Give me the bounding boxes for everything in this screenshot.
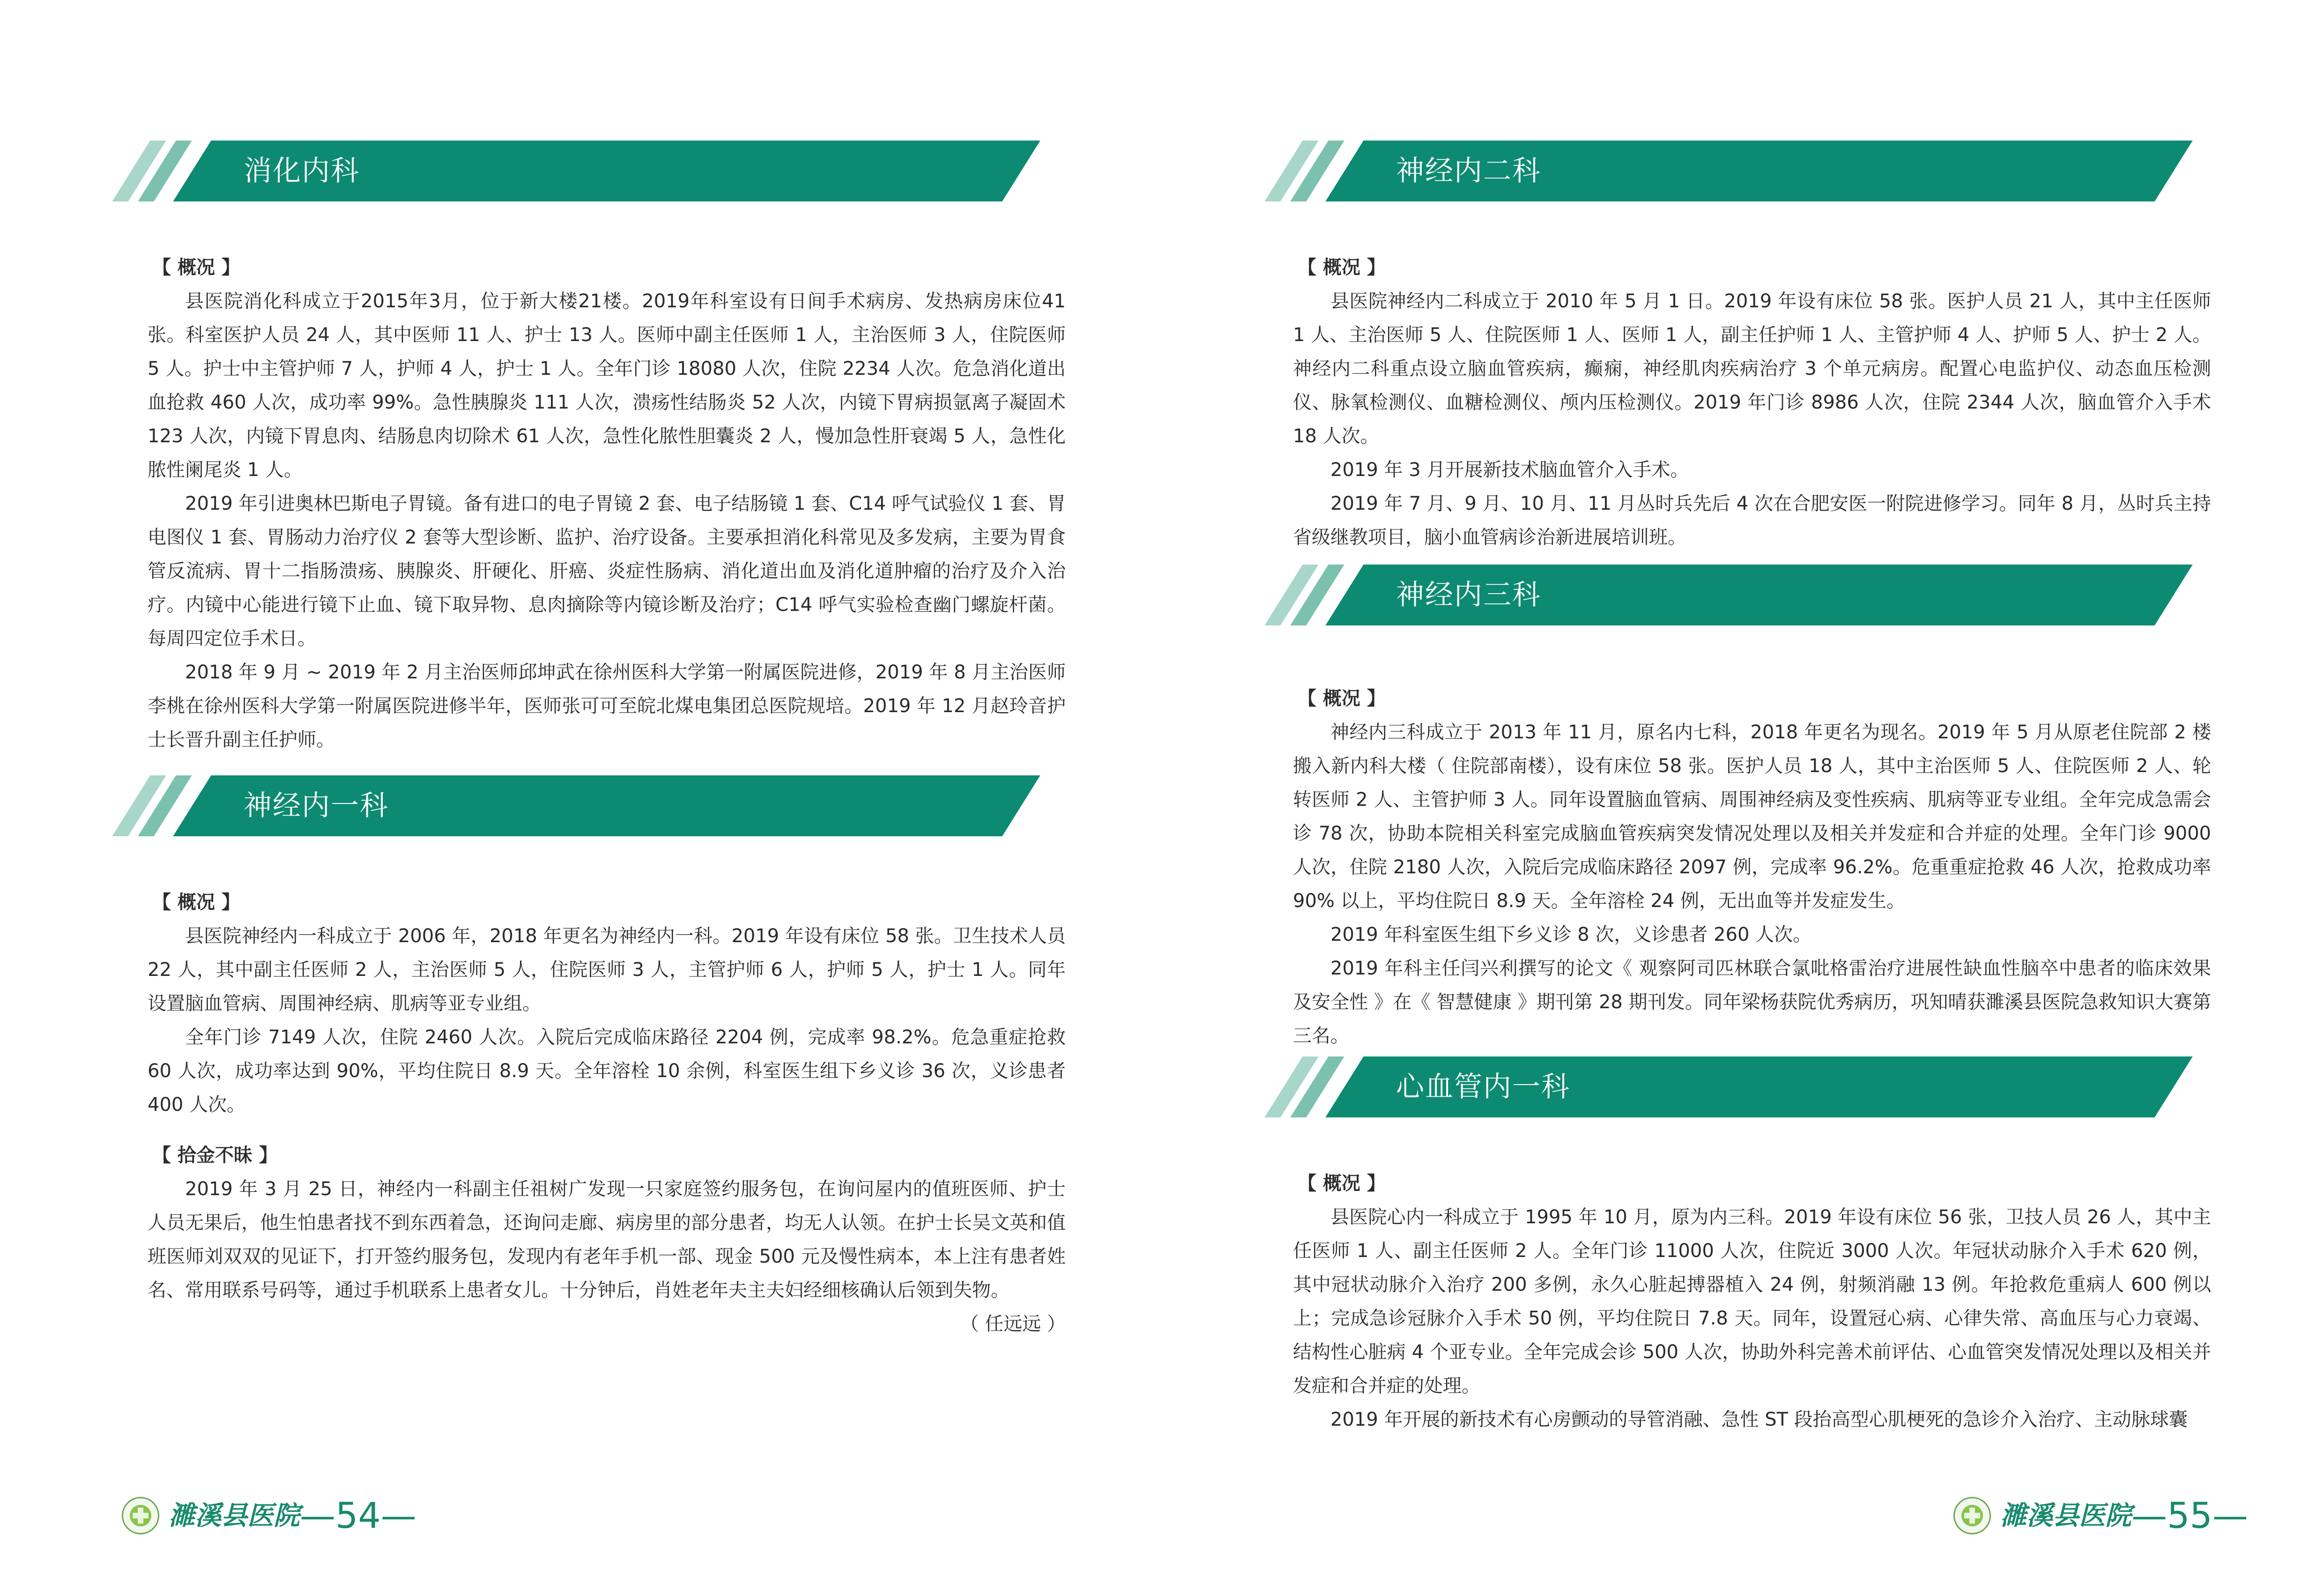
paragraph: 县医院心内一科成立于 1995 年 10 月，原为内三科。2019 年设有床位 56 张，卫技人员 26 人，其中主任医师 1 人、副主任医师 2 人。全年门诊 11000 人次，住院近 3000 人次。年冠状动脉介入手术 620 例，其中冠状动脉介入治疗 200 多例，永久心脏起搏器植入 24 例，射频消融 13 例。年抢救危重病人 600 例以上；完成急诊冠脉介入手术 50 例，平均住院日 7.8 天。同年，设置冠心病、心律失常、高血压与心力衰竭、结构性心脏病 4 个亚专业。全年完成会诊 500 人次，协助外科完善术前评估、心血管突发情况处理以及相关并发症和合并症的处理。	[1293, 1206, 2211, 1397]
section-banner-shenjing2	[1279, 141, 2192, 201]
paragraph: 2019 年引进奥林巴斯电子胃镜。备有进口的电子胃镜 2 套、电子结肠镜 1 套、C14 呼气试验仪 1 套、胃电图仪 1 套、胃肠动力治疗仪 2 套等大型诊断、监护、治疗设备。主要承担消化科常见及多发病，主要为胃食管反流病、胃十二指肠溃疡、胰腺炎、肝硬化、肝癌、炎症性肠病、消化道出血及消化道肿瘤的治疗及介入治疗。内镜中心能进行镜下止血、镜下取异物、息肉摘除等内镜诊断及治疗；C14 呼气实验检查幽门螺旋杆菌。每周四定位手术日。	[148, 493, 1066, 649]
section-banner-xiaohua	[126, 141, 1040, 201]
paragraph: 2019 年科室医生组下乡义诊 8 次，义诊患者 260 人次。	[1330, 924, 1812, 945]
section-tag: 【 概况 】	[1298, 1173, 1386, 1194]
section-shenjing3	[1293, 682, 2211, 1053]
author-signature: （ 任远远 ）	[960, 1313, 1066, 1335]
section-xiaohua	[148, 251, 1066, 757]
section-title: 心血管内一科	[1396, 1071, 1570, 1103]
footer	[1953, 1495, 2281, 1537]
page-number: —55—	[2131, 1495, 2248, 1536]
section-tag: 【 概况 】	[152, 892, 240, 913]
page-number: —54—	[300, 1495, 416, 1536]
paragraph: 神经内三科成立于 2013 年 11 月，原名内七科，2018 年更名为现名。2019 年 5 月从原老住院部 2 楼搬入新内科大楼（ 住院部南楼），设有床位 58 张。医护人员 18 人，其中主治医师 5 人、住院医师 2 人、轮转医师 2 人、主管护师 3 人。同年设置脑血管病、周围神经病及变性疾病、肌病等亚专业组。全年完成急需会诊 78 次，协助本院相关科室完成脑血管疾病突发情况处理以及相关并发症和合并症的处理。全年门诊 9000 人次，住院 2180 人次，入院后完成临床路径 2097 例，完成率 96.2%。危重重症抢救 46 人次，抢救成功率 90% 以上，平均住院日 8.9 天。全年溶栓 24 例，无出血等并发症发生。	[1293, 722, 2211, 912]
hospital-logo-icon	[122, 1497, 159, 1534]
section-title: 消化内科	[244, 155, 360, 187]
section-shenjing1	[148, 885, 1066, 1341]
paragraph: 2018 年 9 月 ~ 2019 年 2 月主治医师邱坤武在徐州医科大学第一附属医院进修，2019 年 8 月主治医师李桃在徐州医科大学第一附属医院进修半年，医师张可可至皖北煤电集团总医院规培。2019 年 12 月赵玲音护士长晋升副主任护师。	[148, 662, 1066, 751]
section-banner-shenjing1	[126, 775, 1040, 836]
section-title: 神经内三科	[1396, 579, 1541, 611]
section-banner-shenjing3	[1279, 565, 2192, 625]
section-tag: 【 概况 】	[152, 257, 240, 278]
section-xinxueguan1	[1293, 1167, 2211, 1436]
paragraph: 2019 年 3 月 25 日，神经内一科副主任祖树广发现一只家庭签约服务包，在询问屋内的值班医师、护士人员无果后，他生怕患者找不到东西着急，还询问走廊、病房里的部分患者，均无人认领。在护士长吴文英和值班医师刘双双的见证下，打开签约服务包，发现内有老年手机一部、现金 500 元及慢性病本，本上注有患者姓名、常用联系号码等，通过手机联系上患者女儿。十分钟后，肖姓老年夫主夫妇经细核确认后领到失物。	[148, 1178, 1066, 1301]
section-tag: 【 概况 】	[1298, 257, 1386, 278]
right-page	[1162, 0, 2324, 1577]
spacer	[148, 1122, 1066, 1138]
footer-hospital-name: 濉溪县医院	[2000, 1500, 2131, 1531]
footer-hospital-name: 濉溪县医院	[169, 1500, 300, 1531]
paragraph: 县医院神经内二科成立于 2010 年 5 月 1 日。2019 年设有床位 58 张。医护人员 21 人，其中主任医师 1 人、主治医师 5 人、住院医师 1 人、医师 1 人，副主任护师 1 人、主管护师 4 人、护师 5 人、护士 2 人。神经内二科重点设立脑血管疾病，癫痫，神经肌肉疾病治疗 3 个单元病房。配置心电监护仪、动态血压检测仪、脉氧检测仪、血糖检测仪、颅内压检测仪。2019 年门诊 8986 人次，住院 2344 人次，脑血管介入手术 18 人次。	[1293, 290, 2211, 447]
paragraph: 全年门诊 7149 人次，住院 2460 人次。入院后完成临床路径 2204 例，完成率 98.2%。危急重症抢救 60 人次，成功率达到 90%，平均住院日 8.9 天。全年溶栓 10 余例，科室医生组下乡义诊 36 次，义诊患者 400 人次。	[148, 1027, 1066, 1116]
paragraph: 县医院神经内一科成立于 2006 年，2018 年更名为神经内一科。2019 年设有床位 58 张。卫生技术人员 22 人，其中副主任医师 2 人，主治医师 5 人，住院医师 3 人，主管护师 6 人，护师 5 人，护士 1 人。同年设置脑血管病、周围神经病、肌病等亚专业组。	[148, 925, 1066, 1014]
paragraph: 2019 年开展的新技术有心房颤动的导管消融、急性 ST 段抬高型心肌梗死的急诊介入治疗、主动脉球囊	[1330, 1409, 2188, 1430]
footer	[122, 1495, 450, 1537]
section-title: 神经内二科	[1396, 155, 1541, 187]
section-tag: 【 概况 】	[1298, 688, 1386, 709]
hospital-logo-icon	[1953, 1497, 1991, 1534]
section-banner-xinxueguan1	[1279, 1056, 2192, 1117]
paragraph: 2019 年 3 月开展新技术脑血管介入手术。	[1330, 459, 1689, 481]
paragraph: 县医院消化科成立于2015年3月，位于新大楼21楼。2019年科室设有日间手术病房、发热病房床位41张。科室医护人员 24 人，其中医师 11 人、护士 13 人。医师中副主任医师 1 人，主治医师 3 人，住院医师 5 人。护士中主管护师 7 人，护师 4 人，护士 1 人。全年门诊 18080 人次，住院 2234 人次。危急消化道出血抢救 460 人次，成功率 99%。急性胰腺炎 111 人次，溃疡性结肠炎 52 人次，内镜下胃病损氩离子凝固术 123 人次，内镜下胃息肉、结肠息肉切除术 61 人次，急性化脓性胆囊炎 2 人，慢加急性肝衰竭 5 人，急性化脓性阑尾炎 1 人。	[148, 290, 1066, 481]
section-tag: 【 拾金不昧 】	[152, 1145, 278, 1166]
paragraph: 2019 年 7 月、9 月、10 月、11 月丛时兵先后 4 次在合肥安医一附院进修学习。同年 8 月，丛时兵主持省级继教项目，脑小血管病诊治新进展培训班。	[1293, 493, 2211, 548]
section-shenjing2	[1293, 251, 2211, 554]
paragraph: 2019 年科主任闫兴利撰写的论文《 观察阿司匹林联合氯吡格雷治疗进展性缺血性脑卒中患者的临床效果及安全性 》在《 智慧健康 》期刊第 28 期刊发。同年梁杨获院优秀病历，巩知晴获濉溪县医院急救知识大赛第三名。	[1293, 958, 2211, 1047]
section-title: 神经内一科	[244, 789, 389, 822]
